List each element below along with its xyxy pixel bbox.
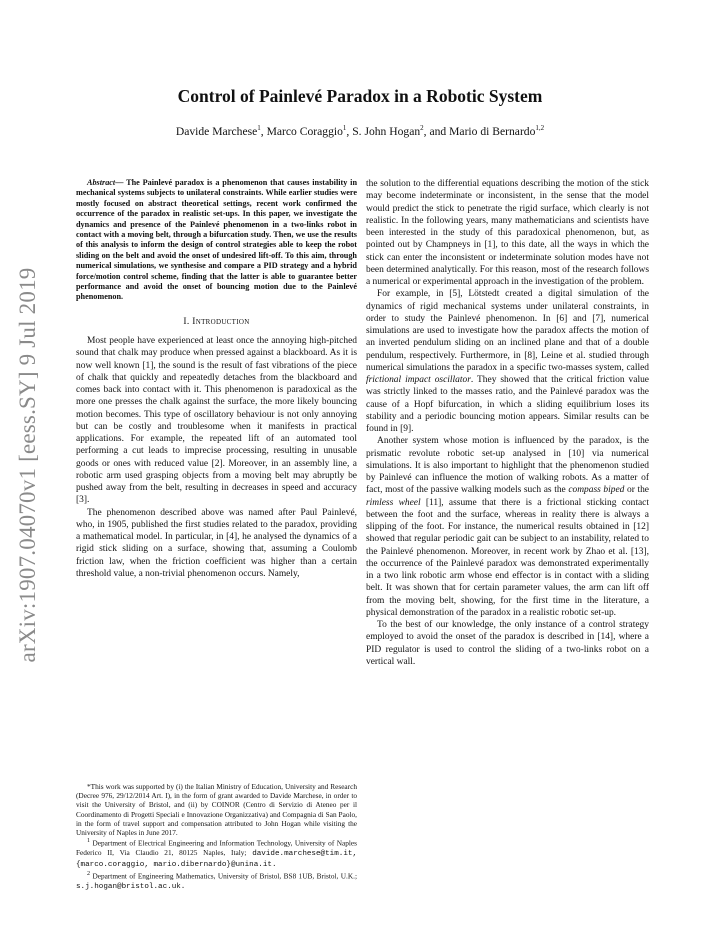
paper-title: Control of Painlevé Paradox in a Robotic System [177,86,543,106]
abstract [76,178,357,303]
intro-paragraph-5: Another system whose motion is influenced by the paradox, is the prismatic revolute robotic set-up analysed in [10] via numerical simulations. It is also important to highlight that the phenomenon studied by Painlevé can influence the motion of walking robots. As a matter of fact, most of the passive walking models such as the compass biped or the rimless wheel [11], assume that there is a frictional sticking contact between the foot and the surface, whereas in reality there is always a slipping of the foot. For instance, the numerical results obtained in [12] showed that regular periodic gait can be subject to an instability, related to the Painlevé phenomenon. Moreover, in recent work by Zhao et al. [13], the occurrence of the Painlevé paradox was demonstrated experimentally in a two link robotic arm whose end effector is in contact with a sliding belt. It was shown that for certain parameter values, the arm can lift off from the moving belt, showing, for the first time in the literature, a physical demonstration of the paradox in a realistic robotic set-up. [366,436,649,618]
abstract-label: Abstract [87,178,116,187]
author-list: Davide Marchese$^1$, Marco Coraggio$^1$, S. John Hogan$^2$, and Mario di Bernardo$^{1,2}$ [175,124,545,138]
intro-paragraph-3: the solution to the differential equations describing the motion of the stick may become indeterminate or inconsistent, in the sense that the model would predict the stick to penetrate the rigid surface, which clearly is not realistic. In the following years, many mathematicians and scientists have been interested in the study of this paradoxical phenomenon, but, as pointed out by Champneys in [1], to this date, all the ways in which the stick can enter the inconsistent or indeterminate solution modes have not been determined analytically. For this reason, most of the research follows a numerical or experimental approach in the investigation of the problem. [366,179,649,287]
right-column [366,178,649,668]
author-4: Mario di Bernardo$^{1,2}$ [449,124,545,138]
abstract-text: — The Painlevé paradox is a phenomenon that causes instability in mechanical systems subjects to unilateral constraints. While earlier studies were mostly focused on abstract theoretical settings, recent work confirmed the occurrence of the paradox in realistic set-ups. In this paper, we investigate the dynamics and presence of the Painlevé phenomenon in a two-links robot in contact with a moving belt, through a bifurcation study. Then, we use the results of this analysis to inform the design of control strategies able to keep the robot sliding on the belt and avoid the onset of undesired lift-off. To this aim, through numerical simulations, we synthesise and compare a PID strategy and a hybrid force/motion control scheme, finding that the latter is able to guarantee better performance and avoid the onset of bouncing motion due to the Painlevé phenomenon. [76,178,357,302]
intro-paragraph-4: For example, in [5], Lötstedt created a digital simulation of the dynamics of rigid mechanical systems under unilateral constraints, in order to study the Painlevé phenomenon. In [6] and [7], numerical simulations are used to investigate how the paradox affects the motion of an inverted pendulum sliding on an inclined plane and that of a double pendulum, respectively. Furthermore, in [8], Leine et al. studied through numerical simulations the paradox in a specific two-masses system, called frictional impact oscillator. They showed that the critical friction value was strictly linked to the masses ratio, and the Painlevé paradox was the cause of a Hopf bifurcation, in which a sliding equilibrium loses its stability and a periodic bouncing motion appears. Similar results can be found in [9]. [366,289,649,434]
intro-paragraph-6: To the best of our knowledge, the only instance of a control strategy employed to avoid the onset of the paradox is described in [14], where a PID regulator is used to control the sliding of a two-links robot on a vertical wall. [366,620,649,667]
left-column [76,178,357,580]
section-heading: I. Introduction [183,316,250,327]
affiliation-1-emails: davide.marchese@tim.it, {marco.coraggio, mario.dibernardo}@unina.it. [76,849,357,870]
arxiv-identifier: arXiv:1907.04070v1 [eess.SY] 9 Jul 2019 [15,267,40,663]
affiliation-footnote-1: $^1$ Department of Electrical Engineering and Information Technology, University of Naples Federico II, Via Claudio 21, 80125 Naples, Italy; davide.marchese@tim.it, {marco.coraggio, mario.dibernardo}@unina.it. [76,838,357,870]
author-2: Marco Coraggio$^1$ [266,124,347,138]
author-1: Davide Marchese$^1$ [175,124,261,138]
author-3: S. John Hogan$^2$ [352,124,424,138]
affiliation-2-email: s.j.hogan@bristol.ac.uk. [76,882,186,891]
funding-footnote: *This work was supported by (i) the Italian Ministry of Education, University and Research (Decree 976, 29/12/2014 Art. I), in the form of grant awarded to Davide Marchese, in order to visit the University of Bristol, and (ii) by COINOR (Centro di Servizio di Ateneo per il Coordinamento di Progetti Speciali e Innovazione Organizzativa) and Compagnia di San Paolo, in the form of travel support and compensation attributed to John Hogan while visiting the University of Naples in June 2017. [76,782,357,838]
intro-paragraph-1: Most people have experienced at least once the annoying high-pitched sound that chalk may produce when pressed against a blackboard. As it is now well known [1], the sound is the result of fast vibrations of the piece of chalk that quickly and repeatedly detaches from the blackboard and comes back into contact with it. This phenomenon is paradoxical as the more one presses the chalk against the surface, the more likely bouncing motion becomes. This type of oscillatory behaviour is not only annoying but can be costly and troublesome when it manifests in practical applications. For example, the repeated lift of an automated tool performing a cut leads to imprecise processing, resulting in unusable goods or ones with reduced value [2]. Moreover, in an assembly line, a robotic arm used grasping objects from a moving belt may abruptly be pushed away from the belt, resulting in decreases in speed and accuracy [3]. [76,336,357,506]
arxiv-stamp [8,250,48,680]
intro-paragraph-2: The phenomenon described above was named after Paul Painlevé, who, in 1905, published the first studies related to the paradox, providing a mathematical model. In particular, in [4], he analysed the dynamics of a rigid stick sliding on a surface, showing that, assuming a Coulomb friction law, when the friction coefficient was higher than a certain threshold value, a non-trivial phenomenon occurs. Namely, [76,507,357,579]
footnotes [76,782,357,892]
affiliation-footnote-2: $^2$ Department of Engineering Mathematics, University of Bristol, BS8 1UB, Bristol, U.K.; s.j.hogan@bristol.ac.uk. [76,871,357,891]
